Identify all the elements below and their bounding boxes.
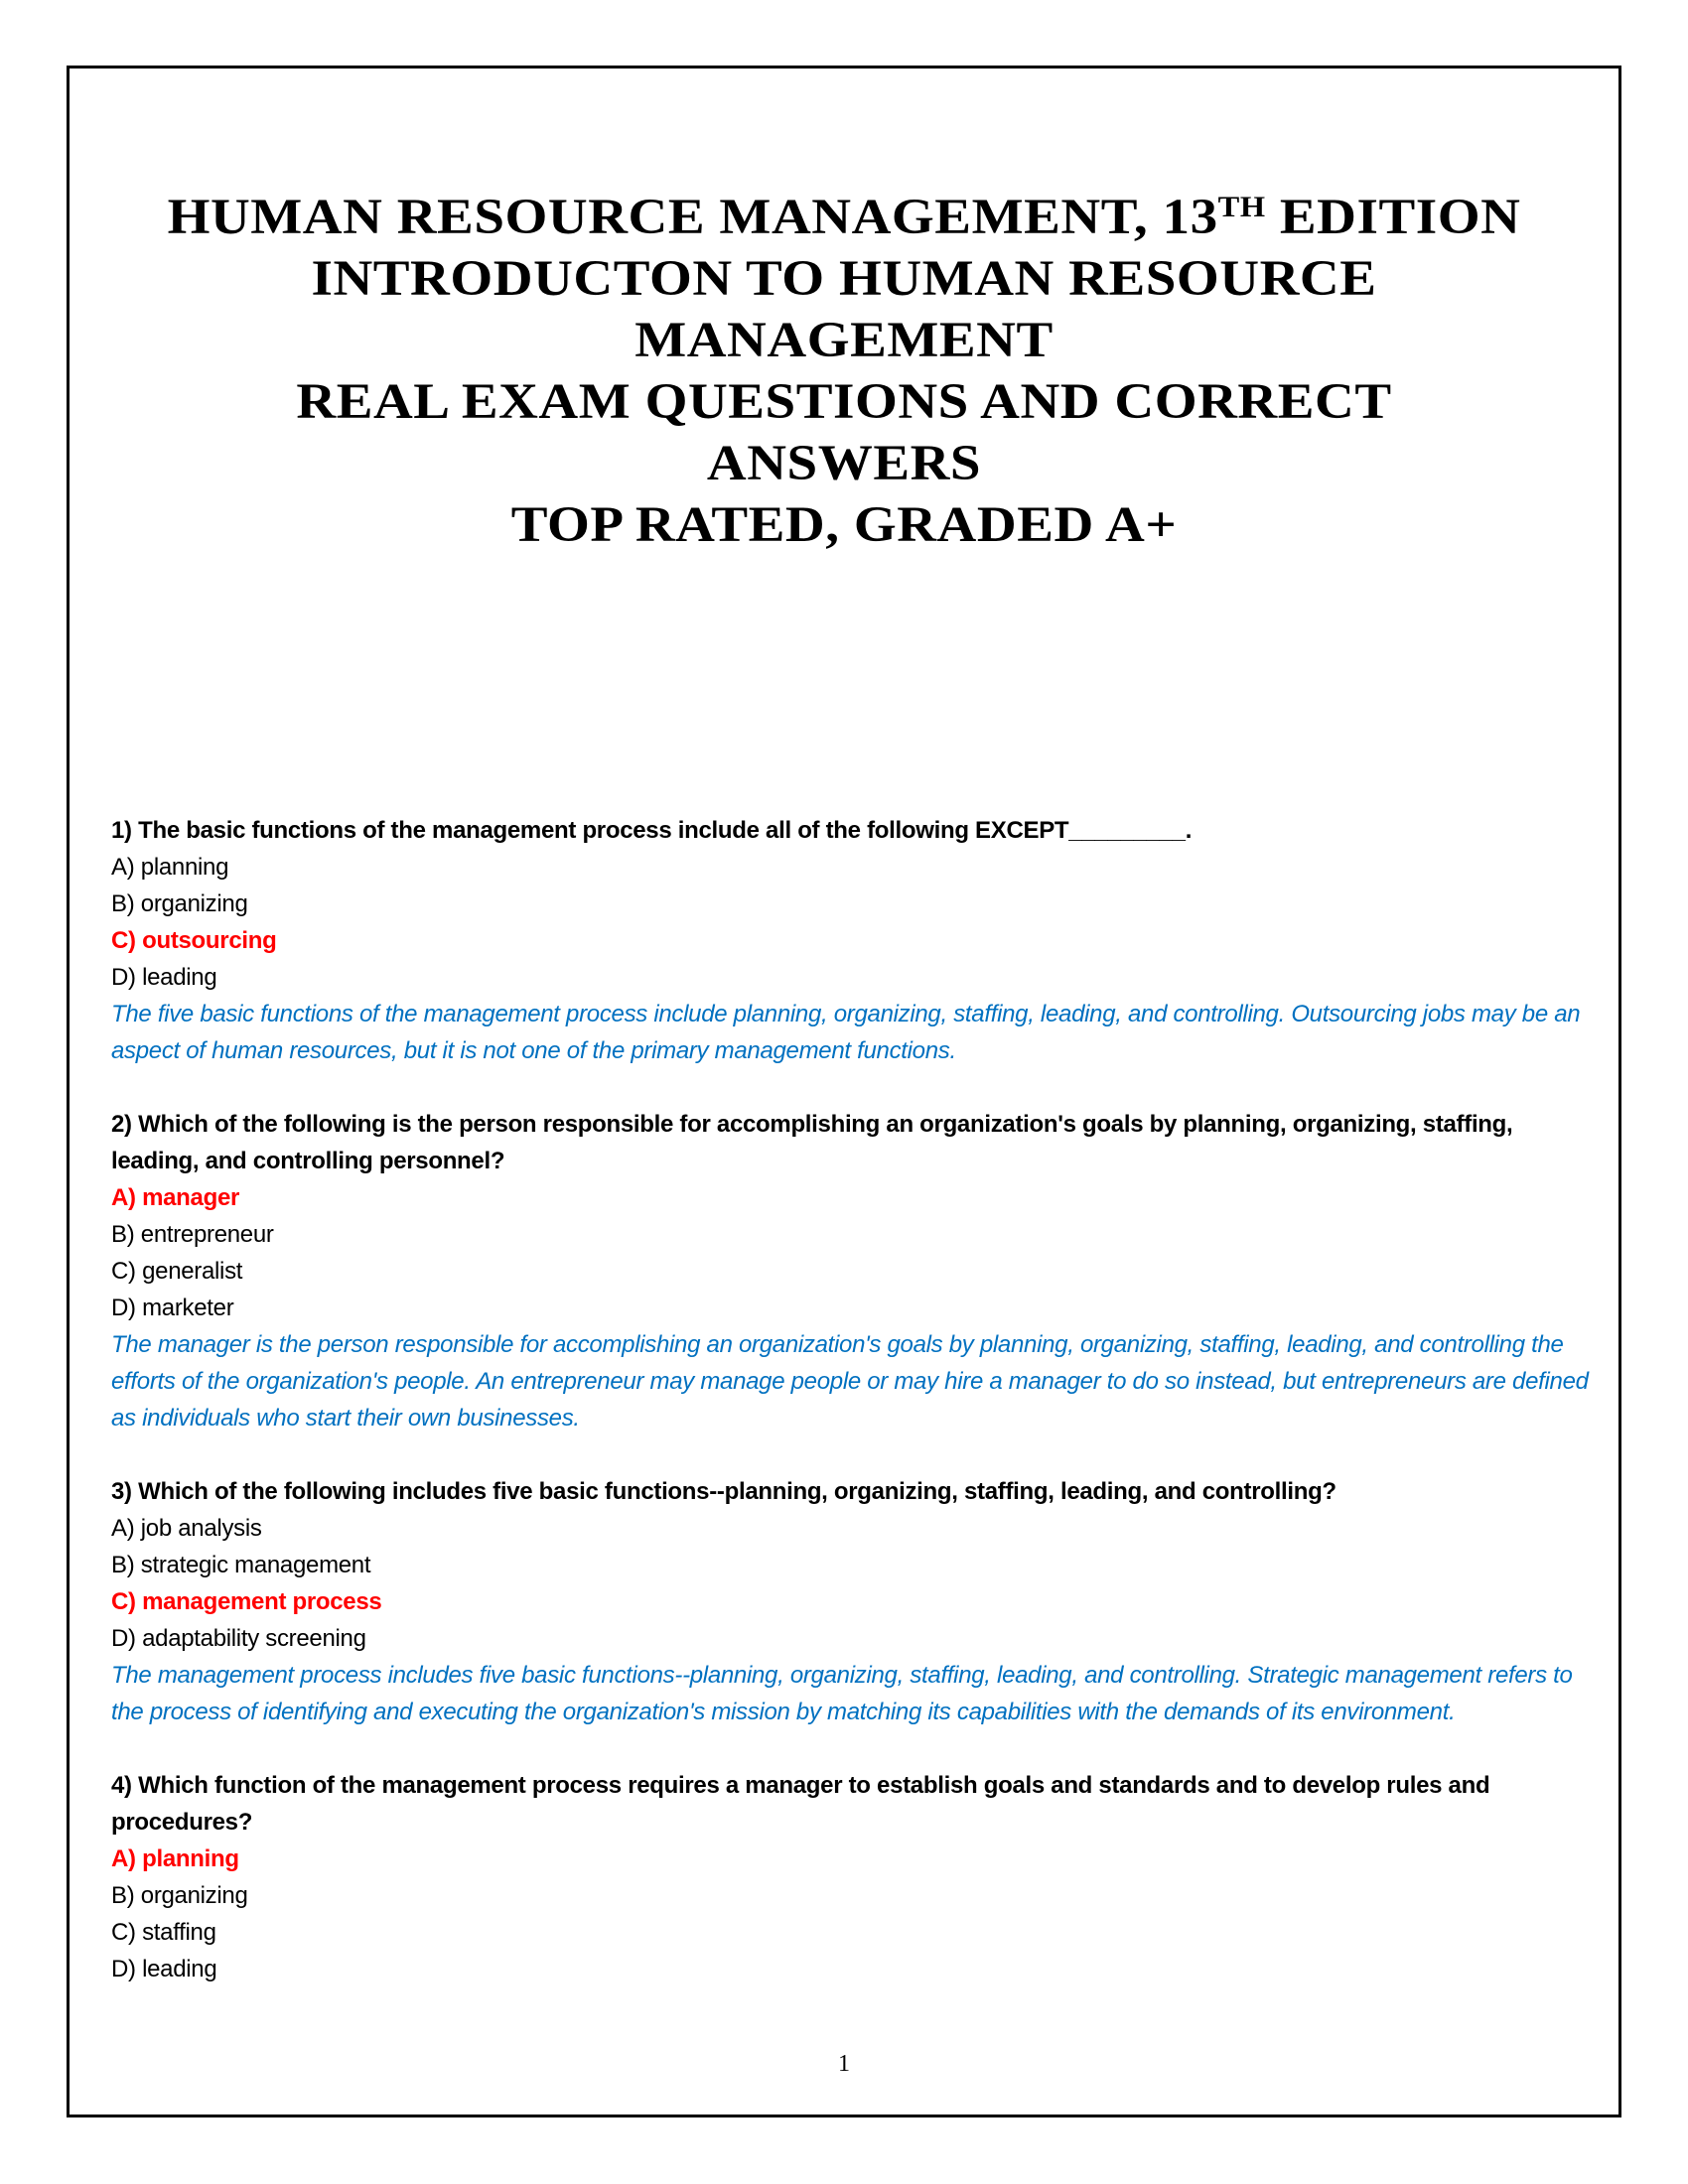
option-a: A) job analysis	[111, 1515, 262, 1542]
option-b: B) entrepreneur	[111, 1221, 274, 1248]
question-1	[111, 812, 1601, 1069]
document-title	[8, 187, 1681, 556]
title-line-3: MANAGEMENT	[634, 313, 1054, 368]
title-superscript: TH	[1217, 191, 1266, 223]
option-c: C) staffing	[111, 1919, 216, 1946]
question-3	[111, 1473, 1601, 1730]
option-d: D) leading	[111, 1956, 217, 1982]
option-c-correct: C) outsourcing	[111, 927, 277, 954]
title-text: HUMAN RESOURCE MANAGEMENT, 13	[167, 190, 1218, 245]
question-stem: 2) Which of the following is the person responsible for accomplishing an organization's goals by planning, organizing, staffing, leading, and controlling personnel?	[111, 1111, 1513, 1174]
question-4	[111, 1767, 1601, 1987]
option-d: D) adaptability screening	[111, 1625, 366, 1652]
question-2	[111, 1106, 1601, 1436]
title-line-6: TOP RATED, GRADED A+	[510, 497, 1178, 553]
question-list	[111, 812, 1601, 2024]
option-a-correct: A) planning	[111, 1845, 239, 1872]
explanation: The management process includes five basic functions--planning, organizing, staffing, leading, and controlling. Strategic management refers to the process of identifying and executing the organization's mission by matching its capabilities with the demands of its environment.	[111, 1662, 1573, 1725]
explanation: The five basic functions of the management process include planning, organizing, staffing, leading, and controlling. Outsourcing jobs may be an aspect of human resources, but it is not one of the primary management functions.	[111, 1001, 1581, 1064]
option-b: B) organizing	[111, 1882, 248, 1909]
option-a: A) planning	[111, 854, 229, 881]
explanation: The manager is the person responsible for accomplishing an organization's goals by planning, organizing, staffing, leading, and controlling the efforts of the organization's people. An entrepreneur may manage people or may hire a manager to do so instead, but entrepreneurs are defined as individuals who start their own businesses.	[111, 1331, 1589, 1432]
option-d: D) marketer	[111, 1295, 234, 1321]
question-stem: 4) Which function of the management process requires a manager to establish goals and standards and to develop rules and procedures?	[111, 1772, 1490, 1836]
title-line-2: INTRODUCTON TO HUMAN RESOURCE	[311, 251, 1377, 307]
option-c: C) generalist	[111, 1258, 243, 1285]
page-number: 1	[838, 2051, 850, 2077]
option-c-correct: C) management process	[111, 1588, 382, 1615]
option-d: D) leading	[111, 964, 217, 991]
title-line-4: REAL EXAM QUESTIONS AND CORRECT	[296, 374, 1392, 430]
option-a-correct: A) manager	[111, 1184, 240, 1211]
question-stem: 1) The basic functions of the management process include all of the following EXCEPT_________.	[111, 817, 1193, 844]
question-stem: 3) Which of the following includes five basic functions--planning, organizing, staffing, leading, and controlling?	[111, 1478, 1336, 1505]
title-line-5: ANSWERS	[706, 436, 982, 491]
title-line-1	[8, 187, 1681, 248]
option-b: B) organizing	[111, 890, 248, 917]
title-text: EDITION	[1265, 190, 1521, 245]
option-b: B) strategic management	[111, 1552, 371, 1578]
